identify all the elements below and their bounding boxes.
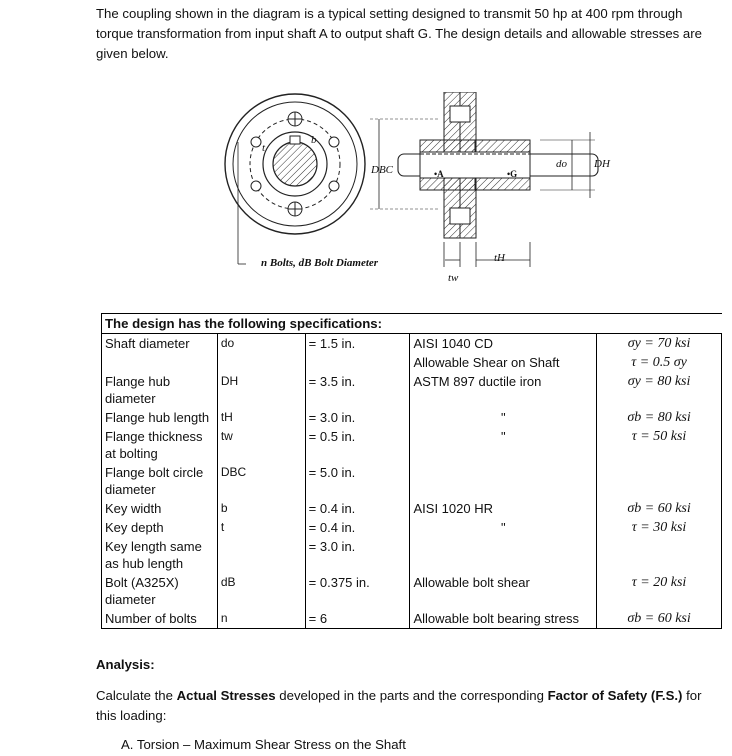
row-value: = 3.0 in. [305,537,410,573]
row-allowable: σy = 80 ksi [597,372,722,408]
row-symbol: tH [217,408,305,427]
row-description: Number of bolts [102,609,218,629]
label-dh: DH [594,158,610,170]
row-allowable: σb = 60 ksi [597,609,722,629]
row-symbol: DH [217,372,305,408]
row-description: Bolt (A325X) diameter [102,573,218,609]
table-row [102,609,722,629]
row-description: Flange hub length [102,408,218,427]
flange-end-view [225,94,365,264]
coupling-drawing [220,92,620,312]
row-value: = 1.5 in. [305,334,410,354]
bolt-caption: n Bolts, dB Bolt Diameter [261,257,379,269]
label-do: do [556,158,567,170]
table-row [102,427,722,463]
row-value: = 0.4 in. [305,518,410,537]
row-symbol: dB [217,573,305,609]
table-row [102,499,722,518]
analysis-pre: Calculate the [96,688,177,703]
row-allowable: σb = 60 ksi [597,499,722,518]
row-value: = 0.4 in. [305,499,410,518]
row-material: " [410,408,597,427]
row-material [410,463,597,499]
analysis-paragraph [96,686,716,726]
table-row [102,408,722,427]
row-material [410,537,597,573]
table-title: The design has the following specifications: [102,314,722,334]
analysis-post: for this loading: [96,688,702,723]
row-description [102,353,218,372]
row-symbol: t [217,518,305,537]
row-material: AISI 1040 CD [410,334,597,354]
row-symbol: n [217,609,305,629]
row-value [305,353,410,372]
table-row [102,518,722,537]
analysis-heading: Analysis: [96,657,155,672]
label-b: b [311,134,317,146]
table-title-row [102,314,722,334]
label-tw: tw [448,272,459,284]
row-allowable: σy = 70 ksi [597,334,722,354]
row-value: = 5.0 in. [305,463,410,499]
row-allowable: σb = 80 ksi [597,408,722,427]
row-allowable: τ = 30 ksi [597,518,722,537]
row-allowable [597,463,722,499]
row-allowable: τ = 20 ksi [597,573,722,609]
coupling-side-view [398,92,598,267]
specifications-table [101,313,722,629]
row-value: = 0.375 in. [305,573,410,609]
row-symbol: do [217,334,305,354]
row-value: = 6 [305,609,410,629]
row-symbol: tw [217,427,305,463]
row-symbol [217,353,305,372]
row-material: Allowable bolt bearing stress [410,609,597,629]
row-allowable [597,537,722,573]
row-description: Flange bolt circle diameter [102,463,218,499]
row-value: = 3.5 in. [305,372,410,408]
label-g: •G [507,169,518,179]
analysis-bold-1: Actual Stresses [176,688,276,703]
analysis-item-a: A. Torsion – Maximum Shear Stress on the Shaft [121,737,406,752]
label-dbc: DBC [371,164,393,176]
table-row [102,573,722,609]
row-material: ASTM 897 ductile iron [410,372,597,408]
row-description: Shaft diameter [102,334,218,354]
table-row [102,334,722,354]
row-symbol: DBC [217,463,305,499]
spec-body [102,314,722,629]
coupling-diagram [220,92,620,312]
row-description: Flange thickness at bolting [102,427,218,463]
row-symbol: b [217,499,305,518]
row-value: = 3.0 in. [305,408,410,427]
row-allowable: τ = 0.5 σy [597,353,722,372]
intro-paragraph: The coupling shown in the diagram is a typical setting designed to transmit 50 hp at 400 rpm through torque transformation from input shaft A to output shaft G. The design details and allowable stresses are given below. [96,6,702,61]
label-t: t [262,142,266,154]
row-description: Flange hub diameter [102,372,218,408]
row-material: Allowable Shear on Shaft [410,353,597,372]
row-material: " [410,427,597,463]
analysis-mid: developed in the parts and the corresponding [275,688,548,703]
row-material: AISI 1020 HR [410,499,597,518]
row-description: Key length same as hub length [102,537,218,573]
row-material: " [410,518,597,537]
row-allowable: τ = 50 ksi [597,427,722,463]
table-row [102,463,722,499]
row-description: Key width [102,499,218,518]
row-material: Allowable bolt shear [410,573,597,609]
label-th: tH [494,252,505,264]
table-row [102,537,722,573]
analysis-bold-2: Factor of Safety (F.S.) [547,688,683,703]
row-value: = 0.5 in. [305,427,410,463]
row-description: Key depth [102,518,218,537]
table-row [102,353,722,372]
label-a: •A [434,169,444,179]
row-symbol [217,537,305,573]
table-row [102,372,722,408]
